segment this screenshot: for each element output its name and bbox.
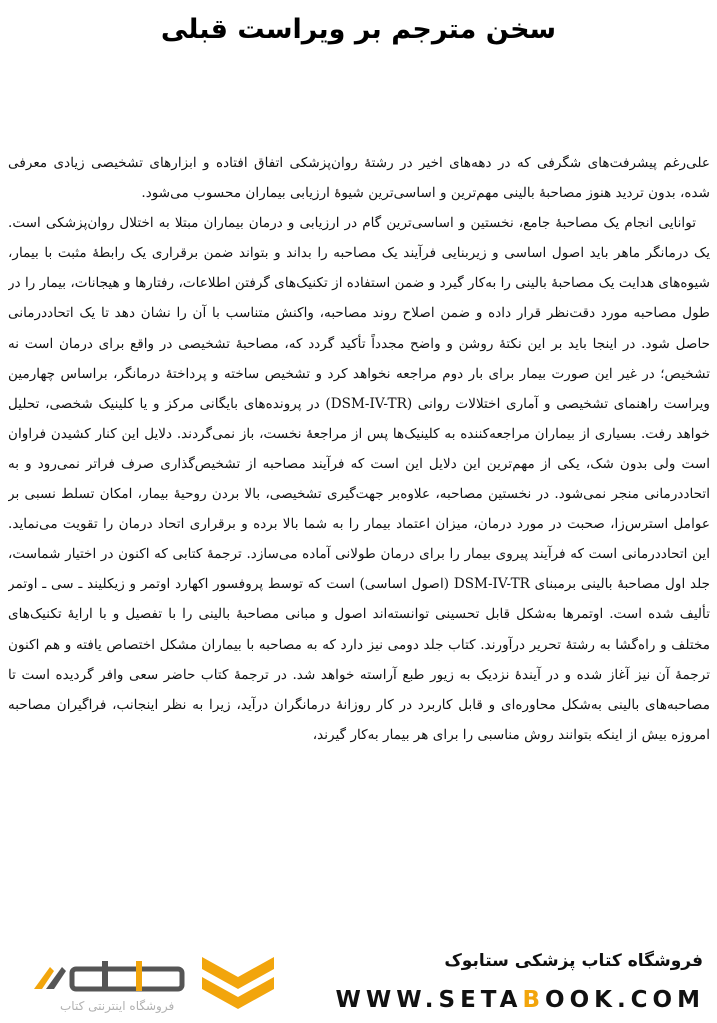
bottom-fade — [0, 880, 717, 942]
store-footer — [0, 943, 717, 1023]
body-text — [8, 148, 710, 938]
url-accent-letter: B — [522, 987, 546, 1013]
page-title: سخن مترجم بر ویراست قبلی — [160, 14, 557, 45]
url-part-1: WWW.SETA — [335, 987, 523, 1013]
url-part-2: OOK.COM — [545, 987, 705, 1013]
store-url-link[interactable] — [336, 987, 705, 1013]
logo-tagline: فروشگاه اینترنتی کتاب — [60, 999, 175, 1013]
paragraph-1: علی‌رغم پیشرفت‌های شگرفی که در دهه‌های اخیر در رشتهٔ روان‌پزشکی اتفاق افتاده و ابزارهای تشخیصی زیادی معرفی شده، بدون تردید هنوز مصاحبهٔ بالینی مهم‌ترین و اساسی‌ترین شیوهٔ ارزیابی بیماران محسوب می‌شود. — [8, 155, 710, 202]
paragraph-2: توانایی انجام یک مصاحبهٔ جامع، نخستین و اساسی‌ترین گام در ارزیابی و درمان بیماران مبتلا به اختلال روان‌پزشکی است. یک درمانگر ماهر باید اصول اساسی و زیربنایی فرآیند یک مصاحبه را بداند و بتواند ضمن برقراری یک رابطهٔ مثبت با بیمار، شیوه‌های هدایت یک مصاحبهٔ بالینی را به‌کار گیرد و ضمن استفاده از تکنیک‌های گرفتن اطلاعات، رفتارها و هیجانات، بیمار را در طول مصاحبه مورد دقت‌نظر قرار داده و ضمن اصلاح روند مصاحبه، واکنش متناسب با آن را نشان دهد تا یک اتحاددرمانی حاصل شود. در اینجا باید بر این نکتهٔ روشن و واضح مجدداً تأکید گردد که، مصاحبهٔ تشخیصی در واقع برای درمان است نه تشخیص؛ در غیر این صورت بیمار برای بار دوم مراجعه نخواهد کرد و تشخیص ساخته و پرداختهٔ درمانگر، براساس چهارمین ویراست راهنمای تشخیصی و آماری اختلالات روانی (DSM-IV-TR) در پرونده‌های بایگانی مرکز و یا کلینیک شخصی، تحلیل خواهد رفت. بسیاری از بیماران مراجعه‌کننده به کلینیک‌ها پس از مراجعهٔ نخست، باز نمی‌گردند. دلایل این کنار کشیدن فراوان است ولی بدون شک، یکی از مهم‌ترین این دلایل این است که فرآیند مصاحبه از تشخیص‌گذاری صرف فراتر نمی‌رود و به اتحاددرمانی منجر نمی‌شود. در نخستین مصاحبه، علاوه‌بر جهت‌گیری تشخیصی، بالا بردن روحیهٔ بیمار، امکان تسلط نسبی بر عوامل استرس‌زا، صحبت در مورد درمان، میزان اعتماد بیمار را به شما بالا برده و برقراری اتحاد درمان را تقویت می‌نماید. این اتحاددرمانی است که فرآیند پیروی بیمار را برای درمان طولانی آماده می‌سازد. ترجمهٔ کتابی که اکنون در اختیار شماست، جلد اول مصاحبهٔ بالینی برمبنای DSM-IV-TR (اصول اساسی) است که توسط پروفسور اکهارد اوتمر و زیکلیند ـ سی ـ اوتمر تألیف شده است. اوتمرها به‌شکل قابل تحسینی توانسته‌اند اصول و مبانی مصاحبهٔ بالینی را با تفصیل و با ارایهٔ تکنیک‌های مختلف و راه‌گشا به رشتهٔ تحریر درآورند. کتاب جلد دومی نیز دارد که به مصاحبه با بیماران مشکل اختصاص یافته و هم اکنون ترجمهٔ آن نیز آغاز شده و در آیندهٔ نزدیک به زیور طبع آراسته خواهد شد. در ترجمهٔ کتاب حاضر سعی وافر گردیده است تا مصاحبه‌های بالینی به‌شکل محاوره‌ای و قابل کاربرد در کار روزانهٔ درمانگران درآید، زیرا به نظر اینجانب، فراگیران مصاحبه امروزه بیش از اینکه بتوانند روش مناسبی را برای هر بیمار به‌کار گیرند، — [8, 215, 710, 743]
store-logo[interactable] — [24, 949, 194, 1005]
store-name: فروشگاه کتاب پزشکی ستابوک — [444, 951, 703, 971]
seta-chevrons-icon — [198, 951, 278, 1015]
seta-logo-mark — [24, 949, 194, 1005]
